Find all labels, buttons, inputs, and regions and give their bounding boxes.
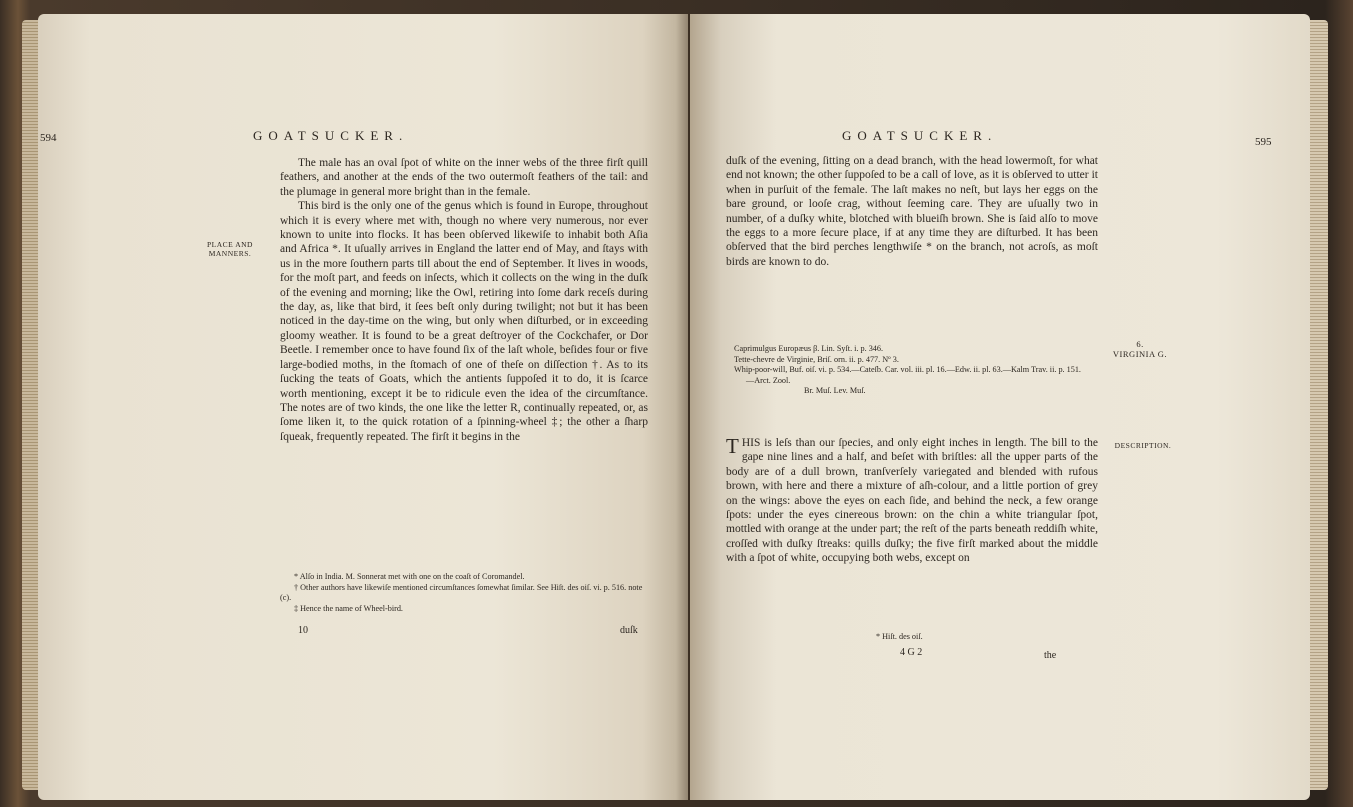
right-page-body bbox=[726, 154, 1098, 269]
right-page bbox=[690, 14, 1310, 800]
margin-note-place-manners: PLACE AND MANNERS. bbox=[207, 240, 253, 258]
synonymy-line-3: Whip-poor-will, Buf. oiſ. vi. p. 534.—Cateſb. Car. vol. iii. pl. 16.—Edw. ii. pl. 63.—Kalm Trav. ii. p. 151.—Arct. Zool. bbox=[734, 365, 1081, 385]
right-page-header: GOATSUCKER. bbox=[842, 128, 998, 143]
right-footnote: * Hiſt. des oiſ. bbox=[876, 632, 923, 641]
synonymy-block bbox=[734, 344, 1084, 397]
synonymy-line-2: Tette-chevre de Virginie, Briſ. orn. ii. p. 477. Nº 3. bbox=[734, 354, 899, 364]
right-signature: 4 G 2 bbox=[900, 647, 923, 658]
right-page-number: 595 bbox=[1255, 136, 1272, 148]
paragraph-continuation: duſk of the evening, ſitting on a dead branch, with the head lowermoſt, for what end not known; the other ſuppoſed to be a call of love, as it is obſerved to utter it when in purſuit of the female. The laſt makes no neſt, but lays her eggs on the bare ground, or looſe crag, without ſeeming care. They are uſually two in number, of a duſky white, blotched with blueiſh brown. She is ſaid alſo to move the eggs to a more ſecure place, if at any time they are diſturbed. It has been obſerved that the bird perches lengthwiſe * on the branch, not acroſs, as moſt birds are known to do. bbox=[726, 155, 1098, 268]
description-body bbox=[726, 436, 1098, 566]
left-catchword: duſk bbox=[620, 625, 638, 636]
left-page-header: GOATSUCKER. bbox=[253, 128, 409, 143]
synonymy-line-1: Caprimulgus Europæus β. Lin. Syſt. i. p. 346. bbox=[734, 344, 884, 353]
paragraph-male: The male has an oval ſpot of white on the inner webs of the three firſt quill feathers, and another at the ends of the two outermoſt feathers of the tail: and the plumage in general more bright than in the female. bbox=[280, 157, 648, 198]
right-catchword: the bbox=[1044, 650, 1057, 661]
description-dropcap: T bbox=[726, 434, 739, 458]
left-signature: 10 bbox=[298, 625, 308, 636]
margin-note-description: DESCRIPTION. bbox=[1114, 441, 1172, 450]
footnote-1: * Alſo in India. M. Sonnerat met with one on the coaſt of Coromandel. bbox=[294, 572, 525, 581]
left-page-number: 594 bbox=[40, 132, 57, 144]
footnote-3: ‡ Hence the name of Wheel-bird. bbox=[294, 603, 403, 613]
paragraph-place-manners: This bird is the only one of the genus which is found in Europe, throughout which it is every where met with, though no where very numerous, nor ever known to unite into flocks. It has been obſerved likewiſe to inhabit both Aſia and Africa *. It uſually arrives in England the latter end of May, and ſtays with us in the more ſouthern parts till about the end of September. It lives in woods, for the moſt part, and feeds on inſects, which it collects on the wing in the duſk of the evening and morning; like the Owl, retiring into ſome dark receſs during the day, as, like that bird, it ſees beſt only during twilight; not but it has been noticed in the day-time on the wing, but only when diſturbed, or in exceeding gloomy weather. It is found to be a great deſtroyer of the Cockchafer, or Dor Beetle. I remember once to have found ſix of the laſt whole, beſides four or five large-bodied moths, in the ſtomach of one of theſe on diſſection †. As to its ſucking the teats of Goats, which the antients ſuppoſed it to do, it is ſcarce worth mentioning, except it be to ridicule even the idea of the circumſtance. The notes are of two kinds, the one like the letter R, continually repeated, or, as ſome liken it, to the quick rotation of a ſpinning-wheel ‡; the other a ſharp ſqueak, frequently repeated. The firſt it begins in the bbox=[280, 200, 648, 443]
left-page bbox=[38, 14, 688, 800]
left-page-body bbox=[280, 156, 648, 444]
left-footnotes bbox=[280, 572, 648, 614]
species-name: VIRGINIA G. bbox=[1112, 349, 1168, 359]
description-text: HIS is leſs than our ſpecies, and only eight inches in length. The bill to the gape nine lines and a half, and beſet with briſtles: all the upper parts of the body are of a dull brown, tranſverſely variegated and blended with rufous brown, with here and there a mixture of aſh-colour, and a little portion of grey on the wings: above the eyes on each ſide, and behind the neck, a few orange ſpots: under the eyes cinereous brown: on the chin a white triangular ſpot, mottled with orange at the under part; the reſt of the parts beneath reddiſh white, croſſed with duſky ſtreaks: quills duſky; the five firſt marked about the middle with a ſpot of white, occupying both webs, except on bbox=[726, 437, 1098, 565]
footnote-2: † Other authors have likewiſe mentioned circumſtances ſomewhat ſimilar. See Hiſt. des oiſ. vi. p. 516. note (c). bbox=[280, 582, 643, 603]
synonymy-line-4: Br. Muſ. Lev. Muſ. bbox=[804, 386, 866, 396]
species-number: 6. bbox=[1136, 339, 1144, 349]
